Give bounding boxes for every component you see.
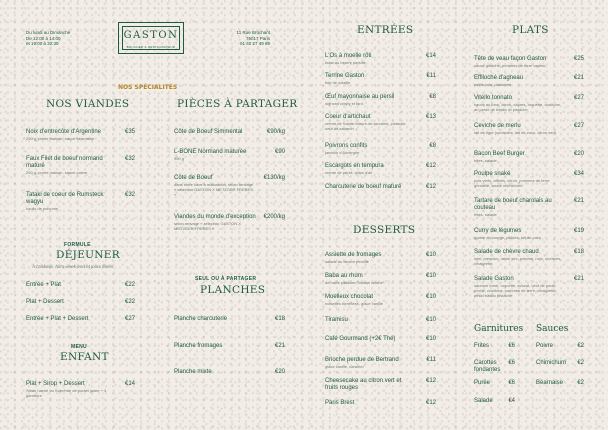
menu-item	[325, 94, 413, 106]
item-name: Vitello tonnato	[474, 95, 512, 101]
item-name: Carottes fondantes	[474, 360, 501, 373]
item-name: Cheesecake au citron vert et fruits rouges	[325, 378, 402, 391]
menu-item	[174, 175, 256, 197]
item-description: lait de tigre (coriandre, lait de coco, citron vert)	[474, 130, 557, 135]
menu-item	[174, 343, 264, 350]
item-name: Noix d'entrecôte d'Argentine	[26, 129, 102, 135]
menu-item	[174, 129, 256, 136]
item-price: €200/kg	[263, 214, 285, 220]
item-name: Salade	[474, 398, 493, 404]
enfant-title: ENFANT	[60, 351, 109, 363]
logo-name: GASTON	[123, 30, 179, 41]
item-price: €2	[577, 343, 584, 349]
item-name: Bacon Beef Burger	[474, 151, 525, 157]
item-name: Salade de chèvre chaud	[474, 249, 539, 255]
item-price: €90	[274, 149, 285, 155]
item-description: pois verts, affinés, citron, pommes de terre grenaille, sauce chimichurri	[474, 178, 550, 188]
item-description: salade au beurre persillé	[325, 259, 369, 264]
item-price: €20	[274, 369, 285, 375]
item-description: 250 g, purée maison, sauce poivre	[26, 170, 88, 175]
item-name: Tiramisu	[325, 317, 348, 323]
item-name: Côte de Boeuf Simmental	[174, 129, 243, 135]
item-name: Poivre	[536, 343, 554, 349]
item-description: dans notre cave à maturation, selon arrivage « sélection GASTON X METZGER FRERES »	[174, 182, 254, 197]
formule-note: À l'ardoise, hors week-end et jours fériés	[32, 264, 114, 269]
item-description: petits pois, pistaches	[474, 82, 512, 87]
item-description: frites, salade	[474, 158, 497, 163]
menu-item	[474, 171, 564, 188]
item-name: Purée	[474, 380, 491, 386]
menu-item	[325, 294, 409, 306]
item-description: noisettes torréfiées, glace vanille	[325, 301, 384, 306]
item-name: Planche fromages	[174, 343, 223, 349]
menu-item	[325, 163, 413, 175]
item-name: Béarnaise	[536, 380, 564, 386]
menu-item	[174, 316, 264, 323]
item-description: glace vanille, caramel	[325, 364, 364, 369]
viandes-title: NOS VIANDES	[46, 98, 130, 110]
item-price: €4	[508, 398, 515, 404]
item-name: Brioche perdue de Bertrand	[325, 357, 399, 363]
item-price: €12	[425, 400, 436, 406]
item-price: €27	[573, 95, 584, 101]
item-description: 250 g, purée maison, sauce béarnaise	[26, 136, 95, 141]
item-name: Coeur d'artichaut	[325, 114, 371, 120]
item-description: coulis de poivrons	[26, 206, 59, 211]
menu-item	[325, 378, 409, 392]
item-name: L'Os à moelle rôti	[325, 53, 372, 59]
menu-item	[474, 123, 564, 135]
item-description: sauce gribiche, pommes de terre vapeur	[474, 63, 546, 68]
menu-item	[26, 299, 116, 306]
item-price: €18	[573, 249, 584, 255]
item-name: Tartare de boeuf charolais au couteau	[474, 198, 552, 211]
item-price: €6	[508, 360, 515, 366]
item-description: foie de volaille	[325, 80, 351, 85]
item-price: €34	[573, 171, 584, 177]
item-price: €2	[577, 360, 584, 366]
item-price: €13	[425, 114, 436, 120]
menu-item	[325, 73, 413, 85]
menu-item	[474, 56, 564, 68]
item-name: Tête de veau façon Gaston	[474, 56, 547, 62]
menu-item	[325, 114, 413, 131]
garnitures-title: Garnitures	[474, 324, 524, 334]
item-price: €130/kg	[263, 175, 285, 181]
menu-item	[474, 198, 564, 217]
menu-item	[474, 75, 564, 87]
item-price: €6	[508, 380, 515, 386]
menu-item	[174, 369, 264, 376]
item-name: Chimichurri	[536, 360, 567, 366]
entrees-title: ENTRÉES	[357, 24, 414, 36]
item-name: Café Gourmand (+2€ Thé)	[325, 336, 396, 342]
opening-hours	[26, 30, 70, 47]
item-price: €27	[573, 123, 584, 129]
item-price: €12	[425, 163, 436, 169]
item-price: €20	[573, 151, 584, 157]
formule-label: FORMULE	[64, 242, 91, 248]
menu-item	[325, 336, 409, 343]
item-price: €2	[577, 380, 584, 386]
item-name: Poulpe snaké	[474, 171, 511, 177]
menu-item	[26, 316, 116, 323]
menu-item	[474, 276, 564, 298]
menu-item	[26, 282, 116, 289]
item-name: Escargots en tempura	[325, 163, 384, 169]
item-description: crème de persil, chips d'ail	[325, 170, 373, 175]
menu-item	[174, 149, 256, 161]
item-description: toast au beurre persillé	[325, 60, 366, 65]
planches-title: PLANCHES	[200, 284, 266, 296]
gaston-logo	[118, 22, 184, 54]
item-price: €10	[425, 273, 436, 279]
hours-line-2: De 12:00 à 14:00	[26, 35, 61, 41]
sauces-title: Sauces	[536, 324, 569, 334]
menu-item	[474, 249, 564, 266]
item-price: €10	[425, 294, 436, 300]
item-price: €19	[573, 228, 584, 234]
item-description: graine de courge, pickles, lait de coco	[474, 235, 541, 240]
item-price: €32	[124, 192, 135, 198]
item-price: €32	[124, 156, 135, 162]
item-price: €14	[124, 381, 135, 387]
item-price: €27	[124, 316, 135, 322]
item-price: €11	[426, 73, 436, 79]
menu-item	[26, 192, 112, 211]
item-description: crème de Sainte-Maure-de-touraine, pistache, oeuf de saumon	[325, 121, 407, 131]
item-price: €12	[425, 184, 436, 190]
address	[232, 30, 270, 47]
desserts-title: DESSERTS	[353, 224, 416, 236]
hours-line-3: et 19:00 à 22:30	[26, 41, 59, 46]
item-description: saumon fumé, roquette, avocat, oeuf de poule poché, croûtons, pommes de terre, vinaigrette, pesto basilic pistache	[474, 283, 557, 298]
item-price: €6	[508, 343, 515, 349]
item-name: L-BONE Normand maturée	[174, 149, 247, 155]
item-price: €18	[274, 316, 285, 322]
menu-item	[474, 228, 564, 240]
item-description: frites, salade	[474, 212, 497, 217]
menu-item	[325, 317, 409, 324]
item-price: €21	[573, 198, 584, 204]
item-name: Moelleux chocolat	[325, 294, 374, 300]
menu-item	[26, 156, 112, 175]
item-name: Entrée + Plat + Dessert	[26, 316, 89, 322]
item-name: Tataki de coeur de Rumsteck wagyu	[26, 192, 104, 205]
menu-item	[325, 252, 409, 264]
item-name: Paris Brest	[325, 400, 355, 406]
item-name: Œuf mayonnaise au persil	[325, 94, 395, 100]
plats-title: PLATS	[512, 24, 549, 36]
item-price: €25	[573, 56, 584, 62]
item-name: Côte de Boeuf	[174, 175, 213, 181]
item-name: Viandes du monde d'exception	[174, 214, 256, 220]
item-description: oignons crispy et lard	[325, 101, 363, 106]
menu-item	[26, 129, 112, 141]
specialites-label: NOS SPÉCIALITÉS	[118, 84, 178, 91]
address-line-2: 75017 Paris	[245, 35, 270, 41]
formule-title: DÉJEUNER	[56, 249, 120, 261]
item-price: €11	[426, 357, 436, 363]
menu-item	[174, 214, 256, 231]
item-price: €21	[274, 343, 285, 349]
planches-label: SEUL OU À PARTAGER	[195, 276, 257, 282]
menu-item	[325, 400, 409, 407]
item-name: Planche charcuterie	[174, 316, 228, 322]
menu-item	[325, 53, 413, 65]
menu-item	[325, 357, 409, 369]
item-name: Assiette de fromages	[325, 252, 382, 258]
item-price: €22	[124, 299, 135, 305]
item-name: Salade Gaston	[474, 276, 514, 282]
enfant-label: MENU	[71, 344, 87, 350]
item-price: €8	[429, 94, 436, 100]
item-name: Faux Filet de boeuf normand maturé	[26, 156, 103, 169]
menu-item	[325, 143, 413, 155]
item-name: Ceviche de merlu	[474, 123, 521, 129]
item-description: sauce au thon, citron, câpres, roquette, croûtons au pesto de basilic et pistache	[474, 102, 560, 112]
item-name: Poivrons confits	[325, 143, 368, 149]
item-price: €21	[573, 276, 584, 282]
item-price: €10	[425, 336, 436, 342]
item-price: €90/kg	[266, 129, 285, 135]
item-name: Plat + Sirop + Dessert	[26, 381, 85, 387]
item-name: Charcuterie de boeuf maturé	[325, 184, 402, 190]
item-name: Curry de légumes	[474, 228, 522, 234]
item-price: €8	[429, 143, 436, 149]
item-description: de notre pâtissier "Marcel arôme"	[325, 280, 385, 285]
item-description: 950 g	[174, 156, 185, 161]
menu-item	[325, 273, 409, 285]
menu-item	[26, 381, 116, 398]
item-description: jambon d'Auvergne	[325, 150, 360, 155]
item-name: Planche mixte	[174, 369, 212, 375]
item-name: Baba au rhum	[325, 273, 363, 279]
item-name: Frites	[474, 343, 489, 349]
item-description: Steak haché ou Suprême de poulet jaune + 1 garniture	[26, 388, 107, 398]
menu-item	[325, 184, 413, 191]
address-line-1: 11 Rue Brochant	[236, 30, 270, 35]
item-description: miel, mesclun, raisin sec, pomme, noix, croûtons, vinaigrette	[474, 256, 562, 266]
item-description: selon arrivage « sélection GASTON X METZGER FRERES »	[174, 221, 242, 231]
item-name: Plat + Dessert	[26, 299, 64, 305]
logo-subtitle: BOUCHER & RESTAURATEUR	[126, 45, 176, 49]
item-name: Entrée + Plat	[26, 282, 61, 288]
item-price: €12	[425, 378, 436, 384]
hours-line-1: Du lundi au Dimanche	[26, 30, 71, 35]
item-name: Terrine Gaston	[325, 73, 365, 79]
item-price: €10	[425, 252, 436, 258]
menu-item	[474, 95, 564, 112]
partager-title: PIÈCES À PARTAGER	[177, 98, 298, 110]
item-price: €21	[573, 75, 584, 81]
item-price: €35	[124, 129, 135, 135]
menu-item	[474, 151, 564, 163]
item-price: €10	[425, 317, 436, 323]
item-price: €14	[425, 53, 436, 59]
address-phone: 01 40 27 49 89	[239, 41, 270, 46]
item-price: €22	[124, 282, 135, 288]
item-name: Effiloché d'agneau	[474, 75, 524, 81]
